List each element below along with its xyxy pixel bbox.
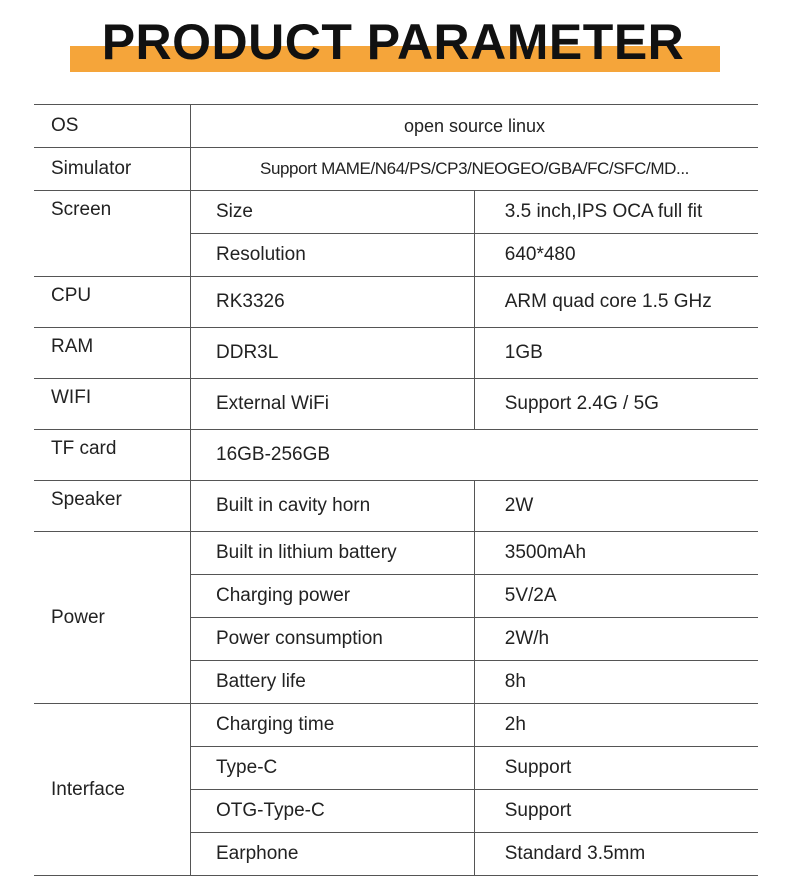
spec-value: 640*480: [474, 234, 758, 277]
spec-value: 3.5 inch,IPS OCA full fit: [474, 191, 758, 234]
table-row-screen-size: [34, 191, 758, 234]
title-banner: [0, 0, 786, 92]
spec-value: 2W: [474, 481, 758, 532]
category-label: CPU: [34, 277, 191, 328]
table-row-os: [34, 105, 758, 148]
category-label: Power: [34, 532, 191, 704]
spec-key: Resolution: [191, 234, 475, 277]
category-label: Screen: [34, 191, 191, 277]
table-row-power-battery: [34, 532, 758, 575]
spec-value: 1GB: [474, 328, 758, 379]
category-label: OS: [34, 105, 191, 148]
spec-key: External WiFi: [191, 379, 475, 430]
spec-key: DDR3L: [191, 328, 475, 379]
spec-value: 2h: [474, 704, 758, 747]
spec-key: Charging power: [191, 575, 475, 618]
parameter-table: [34, 104, 758, 876]
spec-key: Size: [191, 191, 475, 234]
category-label: Interface: [34, 704, 191, 876]
spec-value: 16GB-256GB: [191, 430, 759, 481]
spec-key: Charging time: [191, 704, 475, 747]
table-row-cpu: [34, 277, 758, 328]
category-label: RAM: [34, 328, 191, 379]
spec-key: Power consumption: [191, 618, 475, 661]
os-value: open source linux: [191, 105, 759, 148]
spec-value: Support: [474, 790, 758, 833]
category-label: Simulator: [34, 148, 191, 191]
spec-value: 2W/h: [474, 618, 758, 661]
table-row-wifi: [34, 379, 758, 430]
spec-value: 3500mAh: [474, 532, 758, 575]
spec-value: 5V/2A: [474, 575, 758, 618]
spec-key: RK3326: [191, 277, 475, 328]
spec-key: Earphone: [191, 833, 475, 876]
spec-value: Standard 3.5mm: [474, 833, 758, 876]
spec-key: Built in lithium battery: [191, 532, 475, 575]
category-label: TF card: [34, 430, 191, 481]
spec-value: Support 2.4G / 5G: [474, 379, 758, 430]
spec-key: Battery life: [191, 661, 475, 704]
spec-key: Type-C: [191, 747, 475, 790]
spec-key: Built in cavity horn: [191, 481, 475, 532]
table-row-speaker: [34, 481, 758, 532]
table-row-tf-card: [34, 430, 758, 481]
spec-value: Support: [474, 747, 758, 790]
category-label: WIFI: [34, 379, 191, 430]
table-row-ram: [34, 328, 758, 379]
simulator-value: Support MAME/N64/PS/CP3/NEOGEO/GBA/FC/SFC/MD...: [191, 148, 759, 191]
page-title: PRODUCT PARAMETER: [101, 14, 685, 70]
category-label: Speaker: [34, 481, 191, 532]
spec-value: 8h: [474, 661, 758, 704]
spec-key: OTG-Type-C: [191, 790, 475, 833]
spec-value: ARM quad core 1.5 GHz: [474, 277, 758, 328]
table-row-interface-charging-time: [34, 704, 758, 747]
table-row-simulator: [34, 148, 758, 191]
